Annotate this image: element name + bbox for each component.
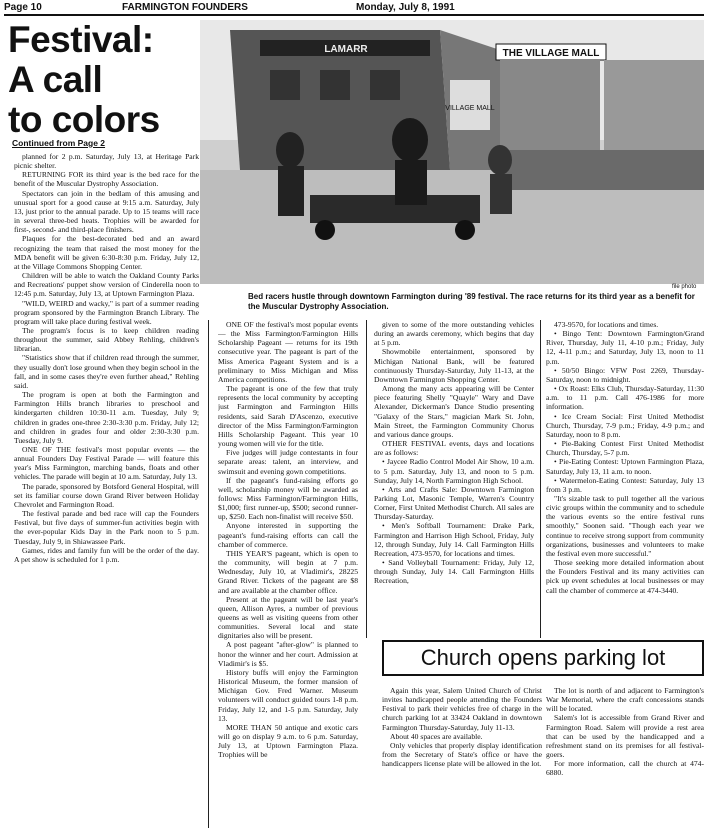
- paragraph: Plaques for the best-decorated bed and an award recognizing the team that raised the most money for the MDA benefit will be given 6:30-8:30 p.m. Friday, July 12, at the Village Commons Shopping Center.: [14, 234, 199, 271]
- paragraph: If the pageant's fund-raising efforts go well, scholarship money will be awarded as follows: Miss Farmington/Farmington Hills, $1,000; first runner-up, $500; second runner-up, $250. Each non-finalist will receive $50.: [218, 475, 358, 522]
- bed-race-photo: [200, 20, 704, 284]
- paragraph: "Statistics show that if children read through the summer, they usually don't lose ground when they begin school in the fall, and in some cases they're even further ahead," Rehling said.: [14, 353, 199, 390]
- paragraph: The parade, sponsored by Botsford General Hospital, will set its familiar course down Grand River between Holiday Chevrolet and Farmington Road.: [14, 481, 199, 509]
- church-column-2: [546, 686, 704, 828]
- paragraph: RETURNING FOR its third year is the bed race for the benefit of the Muscular Dystrophy Association.: [14, 170, 199, 189]
- side-sign-text: VILLAGE MALL: [445, 105, 495, 112]
- paragraph: • Sand Volleyball Tournament: Friday, July 12, through Sunday, July 14. Call Farmington Hills Recreation,: [374, 558, 534, 586]
- paragraph: Children will be able to watch the Oakland County Parks and Recreations' puppet show version of Cinderella noon to 12:45 p.m. Saturday, July 13, at Uptown Farmington Plaza.: [14, 271, 199, 299]
- paragraph: Spectators can join in the bedlam of this amusing and unusual sport for a good cause at 9:15 a.m. Saturday, July 13, just prior to the annual parade. Up to 15 teams will race in several three-bed heats. Trophies will be awarded for first-, second- and third-place finishers.: [14, 188, 199, 235]
- paragraph: planned for 2 p.m. Saturday, July 13, at Heritage Park picnic shelter.: [14, 152, 199, 171]
- headline-line-1: Festival:: [8, 19, 154, 60]
- paragraph: • Arts and Crafts Sale: Downtown Farmington Parking Lot, Masonic Temple, Warren's Country Corner, First United Methodist Church. All sales are Thursday-Saturday.: [374, 484, 534, 522]
- paragraph: • Ice Cream Social: First United Methodist Church, Thursday, 7-9 p.m.; Friday, 4-9 p.m.; and Saturday, noon to 8 p.m.: [546, 411, 704, 439]
- column-rule: [366, 320, 367, 638]
- photo-credit: file photo: [672, 284, 697, 290]
- page-number: Page 10: [4, 2, 42, 13]
- photo-illustration: [200, 20, 704, 284]
- paragraph: • Pie-Baking Contest First United Methodist Church, Thursday, 5-7 p.m.: [546, 439, 704, 458]
- headline: [8, 20, 194, 140]
- paragraph: • Pie-Eating Contest: Uptown Farmington Plaza, Saturday, July 13, 11 a.m. to noon.: [546, 457, 704, 476]
- paragraph: History buffs will enjoy the Farmington Historical Museum, the former mansion of Michigan Gov. Fred Warner. Museum volunteers will conduct guided tours 1-8 p.m. Friday, July 12, and 1-5 p.m. Saturday, July 13.: [218, 667, 358, 723]
- paragraph: Present at the pageant will be last year's queen, Allison Ayres, a number of previous queens as well as visiting queens from other communities. Several local and state dignitaries also will be present.: [218, 594, 358, 641]
- paragraph: "It's sizable task to pull together all the various civic groups within the community and to schedule the various events so the entire festival runs smoothly," Soonen said. "Though each year we continue to receive strong support from community organizations, businesses and volunteers to make the festival even more successful.": [546, 493, 704, 558]
- newspaper-name: FARMINGTON FOUNDERS: [122, 2, 248, 13]
- paragraph: ONE OF the festival's most popular events — the Miss Farmington/Farmington Hills Scholarship Pageant — returns for its 19th consecutive year. The pageant is part of the Miss America Pageant System and is a preliminary to Miss Michigan and Miss America competitions.: [218, 320, 358, 384]
- paragraph: Five judges will judge contestants in four separate areas: talent, an interview, and swimsuit and evening gown competitions.: [218, 448, 358, 476]
- paragraph: Anyone interested in supporting the pageant's fund-raising efforts can call the chamber of commerce.: [218, 521, 358, 549]
- paragraph: Showmobile entertainment, sponsored by Michigan National Bank, will be featured continuously Thursday-Saturday, July 11-13, at the Downtown Farmington Shopping Center.: [374, 347, 534, 384]
- paragraph: • 50/50 Bingo: VFW Post 2269, Thursday-Saturday, noon to midnight.: [546, 365, 704, 384]
- paragraph: Among the many acts appearing will be Center piece featuring Shelly "Quayle" Wary and Dave Alexander, Dickerman's Dance Studio presenting "Galaxy of the Stars," magician Mark St. John, Main Street, the Farmington Community Chorus and various dance groups.: [374, 384, 534, 439]
- headline-line-3: to colors: [8, 99, 160, 140]
- paragraph: A post pageant "after-glow" is planned to honor the winner and her court. Admission at Vladimir's is $5.: [218, 640, 358, 668]
- paragraph: ONE OF THE festival's most popular events — the annual Founders Day Festival Parade — will feature this year's Miss Farmington, marching bands, floats and other vehicles. The parade will begin at 10 a.m. Saturday, July 13.: [14, 445, 199, 482]
- paragraph: Games, rides and family fun will be the order of the day. A pet show is scheduled for 1 p.m.: [14, 545, 199, 564]
- paragraph: "WILD, WEIRD and wacky," is part of a summer reading program sponsored by the Farmington Branch Library. The program will take place during festival week.: [14, 298, 199, 326]
- article-column-3: [374, 320, 534, 638]
- article-column-2: [218, 320, 358, 828]
- paragraph: Again this year, Salem United Church of Christ invites handicapped people attending the Founders Festival to park their vehicles free of charge in the church parking lot at 33424 Oakland in downtown Farmington Thursday-Saturday, July 11-13.: [382, 686, 542, 732]
- paragraph: MORE THAN 50 antique and exotic cars will go on display 9 a.m. to 6 p.m. Saturday, July 13, at Uptown Farmington Plaza. Trophies will be: [218, 722, 358, 760]
- paragraph: OTHER FESTIVAL events, days and locations are as follows:: [374, 439, 534, 458]
- paragraph: Only vehicles that properly display identification from the Secretary of State's office or have the handicappers license plate will be allowed in the lot.: [382, 740, 542, 769]
- building-sign-text: LAMARR: [324, 44, 368, 55]
- paragraph: THIS YEAR'S pageant, which is open to the community, will begin at 7 p.m. Wednesday, July 10, at Vladimir's, 28225 Grand River. Tickets of the pageant are $8 and are available at the chamber office.: [218, 548, 358, 595]
- paragraph: • Jaycee Radio Control Model Air Show, 10 a.m. to 5 p.m. Saturday, July 13, and noon to 5 p.m. Sunday, July 14, North Farmington High School.: [374, 457, 534, 485]
- paragraph: For more information, call the church at 474-6880.: [546, 759, 704, 778]
- paragraph: • Men's Softball Tournament: Drake Park, Farmington and Harrison High School, Friday, July 12, through Sunday, July 14. Call Farmington Hills Recreation, 473-9570, for locations and times.: [374, 521, 534, 558]
- issue-date: Monday, July 8, 1991: [356, 2, 455, 13]
- church-story-headline: Church opens parking lot: [420, 645, 666, 670]
- paragraph: About 40 spaces are available.: [390, 731, 483, 741]
- paragraph: Salem's lot is accessible from Grand River and Farmington Road. Salem will provide a rest area that can be used by the handicapped and a refreshment stand on its premises for all festival-goers.: [546, 713, 704, 760]
- paragraph: The lot is north of and adjacent to Farmington's War Memorial, where the craft concessions stands will be located.: [546, 686, 704, 714]
- continued-note: Continued from Page 2: [12, 138, 106, 148]
- church-column-1: [382, 686, 542, 828]
- column-rule: [540, 320, 541, 638]
- paragraph: Those seeking more detailed information about the Founders Festival and its many activities can pick up event schedules at local businesses or may call the chamber of commerce at 474-3440.: [546, 558, 704, 595]
- article-column-1: [14, 152, 199, 828]
- paragraph: 473-9570, for locations and times.: [554, 320, 659, 329]
- paragraph: given to some of the more outstanding vehicles during an awards ceremony, which begins that day at 5 p.m.: [374, 320, 534, 348]
- article-column-4: [546, 320, 704, 638]
- paragraph: • Ox Roast: Elks Club, Thursday-Saturday, 11:30 a.m. to 11 p.m. Call 476-1986 for more information.: [546, 384, 704, 412]
- paragraph: The pageant is one of the few that truly represents the local community by accepting just Farmington and Farmington Hills residents, said Sarah D'Ascenzo, executive director of the Miss Farmington/Farmington Hills Scholarship Pageant. This year 10 young women will vie for the title.: [218, 384, 358, 449]
- photo-caption: Bed racers hustle through downtown Farmington during '89 festival. The race returns for its third year as a benefit for the Muscular Dystrophy Association.: [248, 292, 695, 311]
- paragraph: The program is open at both the Farmington and Farmington Hills branch libraries to preschool and kindergarten children 10:30-11 a.m. Tuesday, July 9; children in grades one-three 2:30-3:30 p.m. Friday, July 12; and children in grades four and older 2:30-3:30 p.m. Tuesday, July 9.: [14, 390, 199, 445]
- paragraph: • Bingo Tent: Downtown Farmington/Grand River, Thursday, July 11, 4-10 p.m.; Friday, July 12, 4-11 p.m.; and Saturday, July 13, noon to 11 p.m.: [546, 329, 704, 366]
- paragraph: The festival parade and bed race will cap the Founders Festival, but five days of summer-fun activities begin with the ever-popular Kids Day in the Park noon to 5 p.m. Tuesday, July 9, in Shiawassee Park.: [14, 509, 199, 546]
- headline-line-2: A call: [8, 59, 103, 100]
- paragraph: • Watermelon-Eating Contest: Saturday, July 13 from 3 p.m.: [546, 475, 704, 494]
- mall-sign-text: THE VILLAGE MALL: [502, 48, 600, 59]
- column-rule: [208, 320, 209, 828]
- masthead: [4, 2, 704, 16]
- paragraph: The program's focus is to keep children reading throughout the summer, said Abbey Rehling, children's librarian.: [14, 325, 199, 354]
